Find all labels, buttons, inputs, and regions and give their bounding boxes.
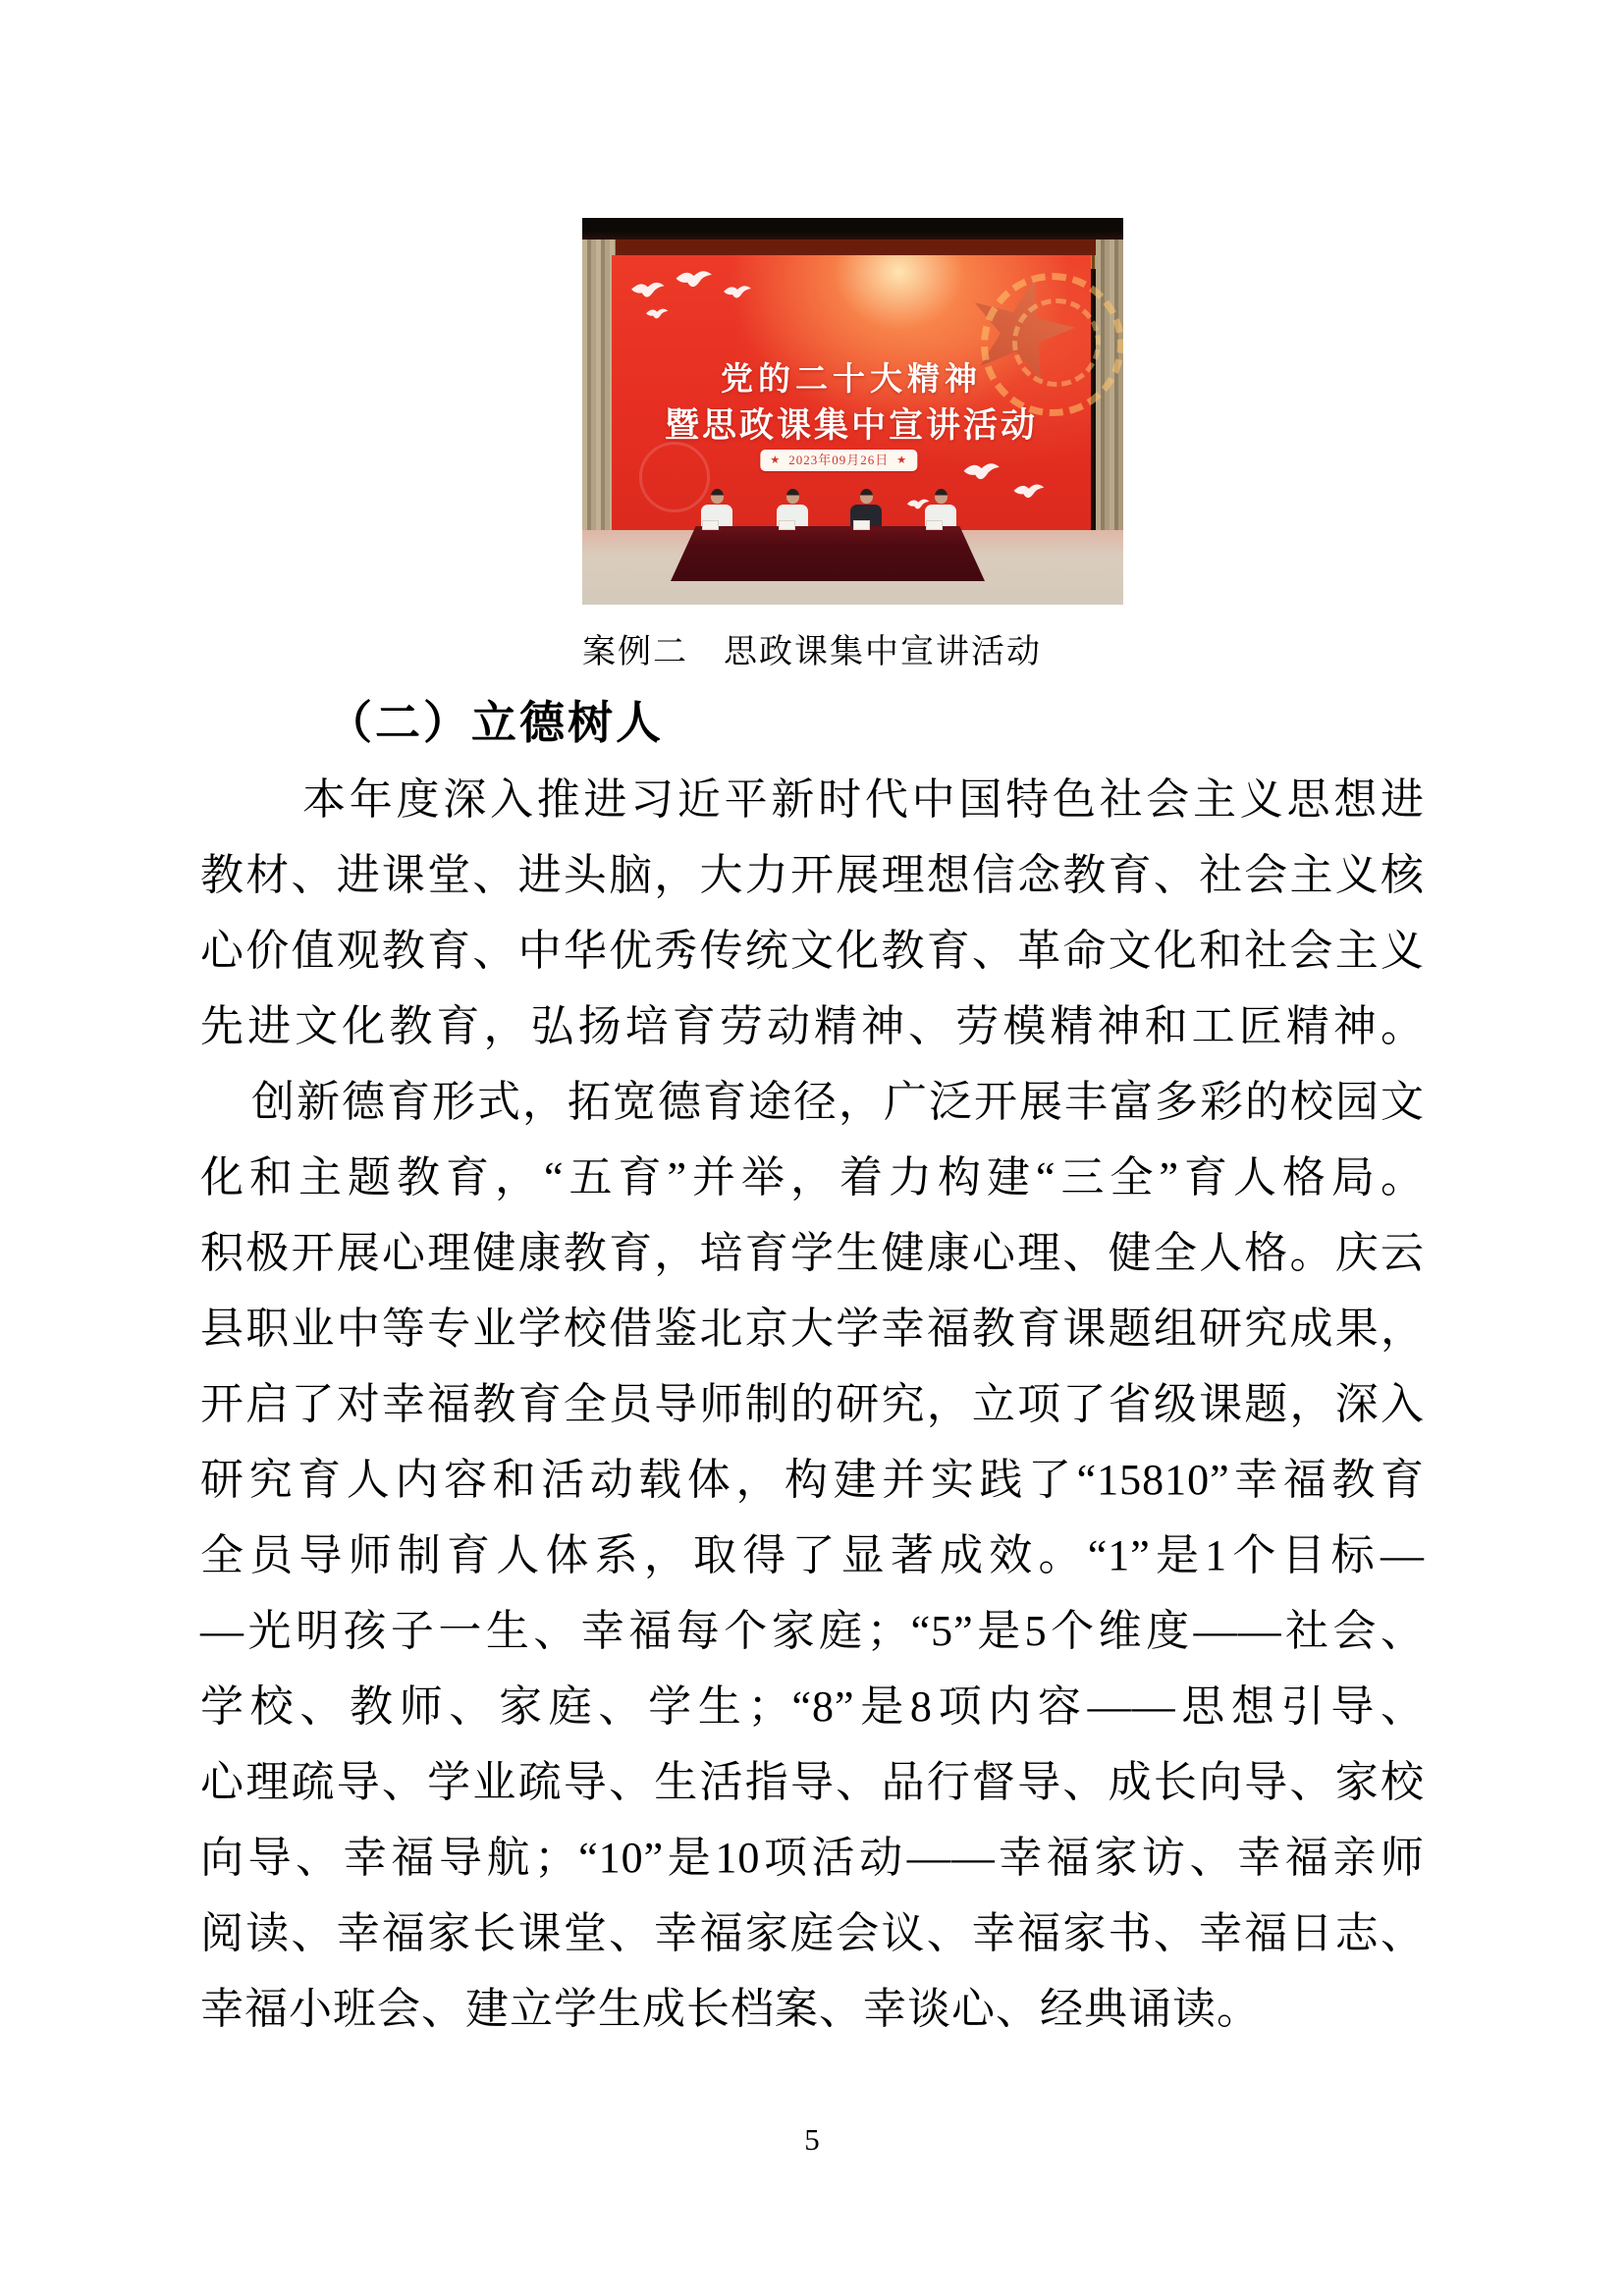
body-line: 化和主题教育，“五育”并举，着力构建“三全”育人格局。 <box>200 1153 1425 1201</box>
body-line: 幸福小班会、建立学生成长档案、幸谈心、经典诵读。 <box>200 1985 1261 2033</box>
body-line: 心理疏导、学业疏导、生活指导、品行督导、成长向导、家校 <box>200 1758 1425 1806</box>
body-line: 开启了对幸福教育全员导师制的研究，立项了省级课题，深入 <box>200 1380 1425 1428</box>
dove-icon <box>673 267 718 293</box>
body-line: 研究育人内容和活动载体，构建并实践了“15810”幸福教育 <box>200 1456 1425 1504</box>
body-text <box>200 762 1425 2047</box>
body-line: 创新德育形式，拓宽德育途径，广泛开展丰富多彩的校园文 <box>251 1078 1425 1126</box>
body-line: 全员导师制育人体系，取得了显著成效。“1”是1个目标— <box>200 1531 1425 1579</box>
dove-icon <box>645 306 671 322</box>
body-line: 本年度深入推进习近平新时代中国特色社会主义思想进 <box>302 775 1425 824</box>
page-number: 5 <box>804 2122 820 2157</box>
body-line: 向导、幸福导航；“10”是10项活动——幸福家访、幸福亲师 <box>200 1834 1425 1882</box>
screen-title-line1: 党的二十大精神 <box>721 362 982 398</box>
dove-icon <box>629 279 669 302</box>
body-line: 县职业中等专业学校借鉴北京大学幸福教育课题组研究成果， <box>200 1305 1425 1353</box>
table-namecard <box>779 520 795 530</box>
body-line: 教材、进课堂、进头脑，大力开展理想信念教育、社会主义核 <box>200 851 1425 899</box>
body-line: 先进文化教育，弘扬培育劳动精神、劳模精神和工匠精神。 <box>200 1002 1425 1050</box>
table-namecard <box>702 520 719 530</box>
photo-caption: 案例二 思政课集中宣讲活动 <box>582 634 1042 670</box>
body-line: 心价值观教育、中华优秀传统文化教育、革命文化和社会主义 <box>200 927 1425 975</box>
speaker-head <box>860 489 873 504</box>
dove-icon <box>1012 481 1048 503</box>
body-line: 积极开展心理健康教育，培育学生健康心理、健全人格。庆云 <box>200 1229 1425 1277</box>
body-line: 阅读、幸福家长课堂、幸福家庭会议、幸福家书、幸福日志、 <box>200 1909 1425 1957</box>
stage-ceiling <box>582 218 1123 241</box>
table-namecard <box>853 520 870 530</box>
speaker-head <box>935 489 947 504</box>
body-line: —光明孩子一生、幸福每个家庭；“5”是5个维度——社会、 <box>200 1607 1425 1655</box>
speaker-head <box>711 489 724 504</box>
section-heading: （二）立德树人 <box>327 698 664 748</box>
conference-table <box>671 526 985 581</box>
screen-title-line2: 暨思政课集中宣讲活动 <box>664 406 1038 445</box>
dove-icon <box>961 459 1004 485</box>
dove-icon <box>722 283 755 302</box>
table-namecard <box>926 520 943 530</box>
speaker-head <box>786 489 799 504</box>
date-badge <box>760 450 917 471</box>
body-line: 学校、教师、家庭、学生；“8”是8项内容——思想引导、 <box>200 1682 1425 1731</box>
star-icon: ★ <box>770 454 782 466</box>
date-badge-text: 2023年09月26日 <box>788 453 890 467</box>
event-photo <box>582 218 1123 605</box>
star-icon: ★ <box>896 454 908 466</box>
stage-curtain-left <box>582 240 616 550</box>
